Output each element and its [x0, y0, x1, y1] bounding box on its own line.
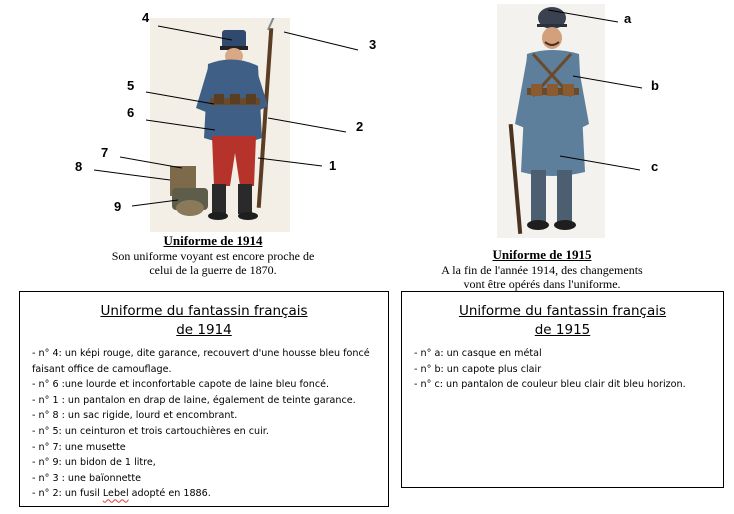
label-a: a: [624, 11, 632, 26]
list-item: - n° b: un capote plus clair: [414, 363, 542, 375]
caption-1914-line2: celui de la guerre de 1870.: [149, 263, 277, 277]
spellcheck-word: Lebel: [102, 488, 129, 500]
label-1: 1: [329, 158, 337, 173]
list-item: - n° 1 : un pantalon en drap de laine, également de teinte garance.: [32, 394, 356, 406]
label-7: 7: [101, 145, 109, 160]
list-item: - n° a: un casque en métal: [414, 348, 542, 359]
caption-1915-line1: A la fin de l'année 1914, des changements: [441, 263, 643, 277]
caption-1914-line1: Son uniforme voyant est encore proche de: [111, 249, 315, 263]
list-item: - n° c: un pantalon de couleur bleu clair dit bleu horizon.: [414, 379, 686, 391]
box-uniform-1915: [401, 291, 724, 488]
caption-1915-title: Uniforme de 1915: [492, 247, 592, 262]
box-1915-list: [402, 346, 723, 393]
label-5: 5: [127, 78, 135, 93]
list-item-text: - n° 2: un fusil: [32, 488, 103, 500]
list-item: - n° 4: un képi rouge, dite garance, recouvert d'une housse bleu foncé faisant office de camouflage.: [32, 348, 370, 375]
label-c: c: [651, 159, 659, 174]
list-item: - n° 7: une musette: [32, 441, 126, 453]
soldier-1915-photo: [497, 4, 605, 238]
label-9: 9: [114, 199, 122, 214]
box-1915-title-line1: Uniforme du fantassin français: [458, 303, 667, 319]
box-1915-title-line2: de 1915: [534, 322, 591, 338]
box-1914-list: [20, 346, 388, 502]
list-item: - n° 5: un ceinturon et trois cartouchières en cuir.: [32, 425, 269, 437]
label-8: 8: [75, 159, 83, 174]
box-1914-title-line2: de 1914: [176, 322, 232, 338]
caption-1914-title: Uniforme de 1914: [163, 233, 263, 248]
caption-1915-line2: vont être opérés dans l'uniforme.: [463, 277, 621, 291]
list-item: - n° 3 : une baïonnette: [32, 472, 141, 484]
label-b: b: [651, 78, 659, 93]
list-item: - n° 8 : un sac rigide, lourd et encombrant.: [32, 410, 238, 422]
list-item-text: adopté en 1886.: [128, 488, 211, 500]
label-2: 2: [356, 119, 364, 134]
list-item: - n° 6 :une lourde et inconfortable capote de laine bleu foncé.: [32, 379, 330, 391]
list-item: - n° 9: un bidon de 1 litre,: [32, 457, 156, 469]
box-1914-title-line1: Uniforme du fantassin français: [100, 303, 308, 319]
label-3: 3: [369, 37, 377, 52]
box-uniform-1914: [19, 291, 389, 507]
soldier-1914-photo: [150, 18, 290, 232]
label-4: 4: [142, 10, 150, 25]
label-6: 6: [127, 105, 135, 120]
list-item: [32, 486, 376, 502]
